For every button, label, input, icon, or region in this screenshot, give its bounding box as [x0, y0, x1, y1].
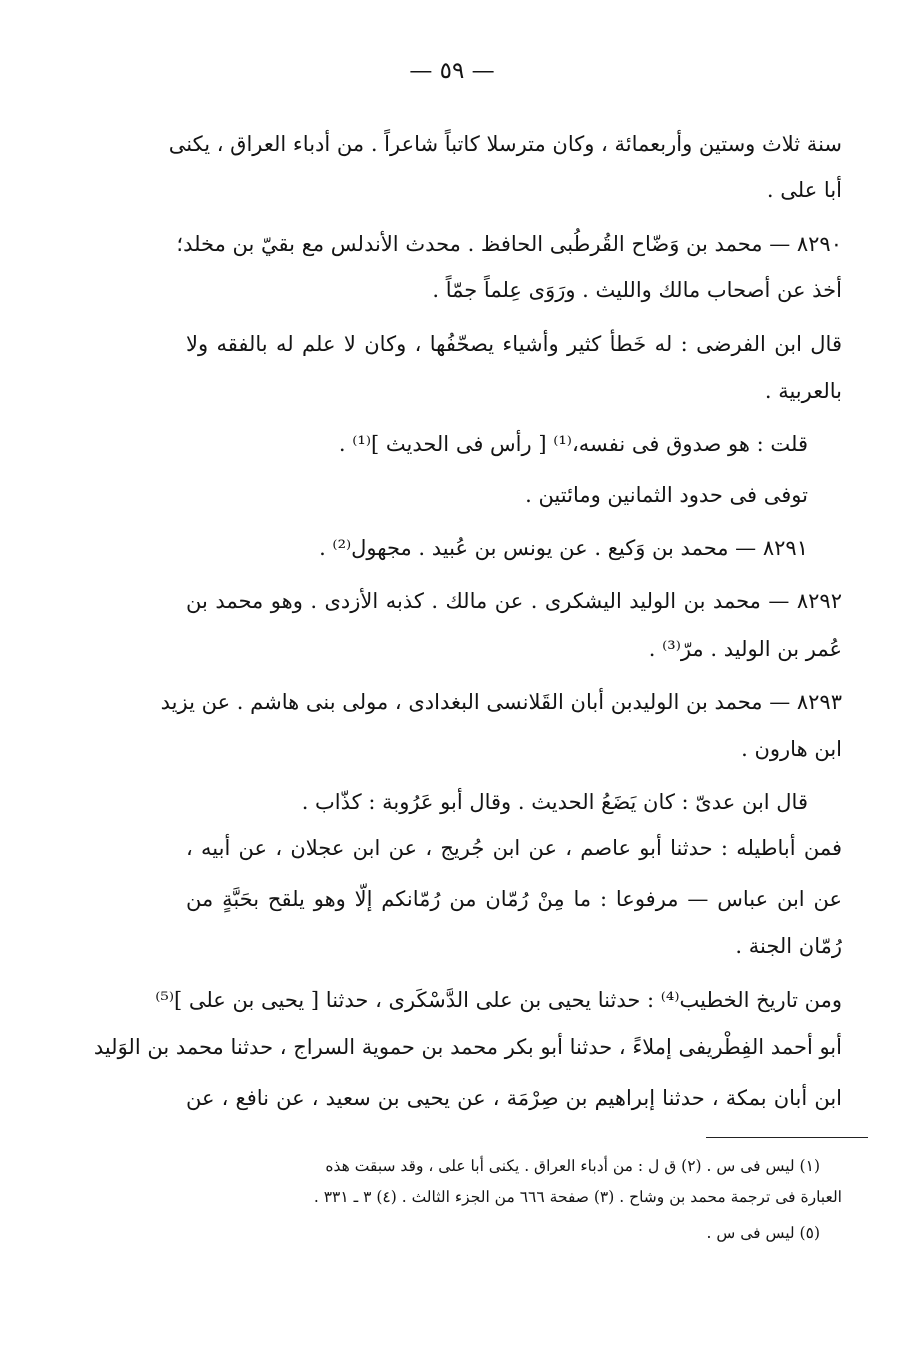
text-line: قال ابن عدىّ : كان يَضَعُ الحديث . وقال أبو عَرُوبة : كذّاب .: [301, 790, 808, 814]
text-line: ومن تاريخ الخطيب⁽⁴⁾ : حدثنا يحيى بن على الدَّسْكَرى ، حدثنا [ يحيى بن على ]⁽⁵⁾: [155, 988, 842, 1012]
entry-8293-line: ٨٢٩٣ — محمد بن الوليدبن أبان القَلانسى البغدادى ، مولى بنى هاشم . عن يزيد: [160, 690, 842, 714]
text-line: ابن هارون .: [741, 737, 842, 761]
text-line: بالعربية .: [764, 379, 842, 403]
text-line: أبا على .: [766, 178, 842, 202]
text-line: عُمر بن الوليد . مرّ⁽³⁾ .: [648, 637, 842, 661]
page-number: — ٥٩ —: [409, 58, 495, 84]
text-line: قلت : هو صدوق فى نفسه،⁽¹⁾ [ رأس فى الحديث ]⁽¹⁾ .: [338, 432, 808, 456]
text-line: ابن أبان بمكة ، حدثنا إبراهيم بن صِرْمَة ، عن يحيى بن سعيد ، عن نافع ، عن: [186, 1086, 842, 1110]
text-line: عن ابن عباس — مرفوعا : ما مِنْ رُمّان من رُمّانكم إلّا وهو يلقح بحَبَّةٍ من: [186, 887, 842, 911]
text-line: سنة ثلاث وستين وأربعمائة ، وكان مترسلا كاتباً شاعراً . من أدباء العراق ، يكنى: [168, 132, 842, 156]
text-line: أخذ عن أصحاب مالك والليث . ورَوَى عِلماً جمّاً .: [432, 278, 842, 302]
text-line: رُمّان الجنة .: [735, 934, 842, 958]
entry-8292-line: ٨٢٩٢ — محمد بن الوليد اليشكرى . عن مالك . كذبه الأزدى . وهو محمد بن: [186, 589, 842, 613]
footnote-line: (١) ليس فى س . (٢) ق ل : من أدباء العراق . يكنى أبا على ، وقد سبقت هذه: [325, 1157, 820, 1175]
footnote-divider: [706, 1137, 868, 1138]
footnote-line: (٥) ليس فى س .: [706, 1224, 820, 1242]
text-line: فمن أباطيله : حدثنا أبو عاصم ، عن ابن جُريج ، عن ابن عجلان ، عن أبيه ،: [186, 836, 842, 860]
footnote-line: العبارة فى ترجمة محمد بن وشاح . (٣) صفحة ٦٦٦ من الجزء الثالث . (٤) ٣ ـ ٣٣١ .: [313, 1188, 842, 1206]
text-line: أبو أحمد الفِطْريفى إملاءً ، حدثنا أبو بكر محمد بن حموية السراج ، حدثنا محمد بن الوَليد: [93, 1035, 842, 1059]
entry-8291-line: ٨٢٩١ — محمد بن وَكيع . عن يونس بن عُبيد . مجهول⁽²⁾ .: [319, 536, 808, 560]
entry-8290-line: ٨٢٩٠ — محمد بن وَضّاح القُرطُبى الحافظ . محدث الأندلس مع بقيّ بن مخلد؛: [176, 232, 842, 256]
text-line: قال ابن الفرضى : له خَطأ كثير وأشياء يصحّفُها ، وكان لا علم له بالفقه ولا: [186, 332, 842, 356]
text-line: توفى فى حدود الثمانين ومائتين .: [525, 483, 808, 507]
